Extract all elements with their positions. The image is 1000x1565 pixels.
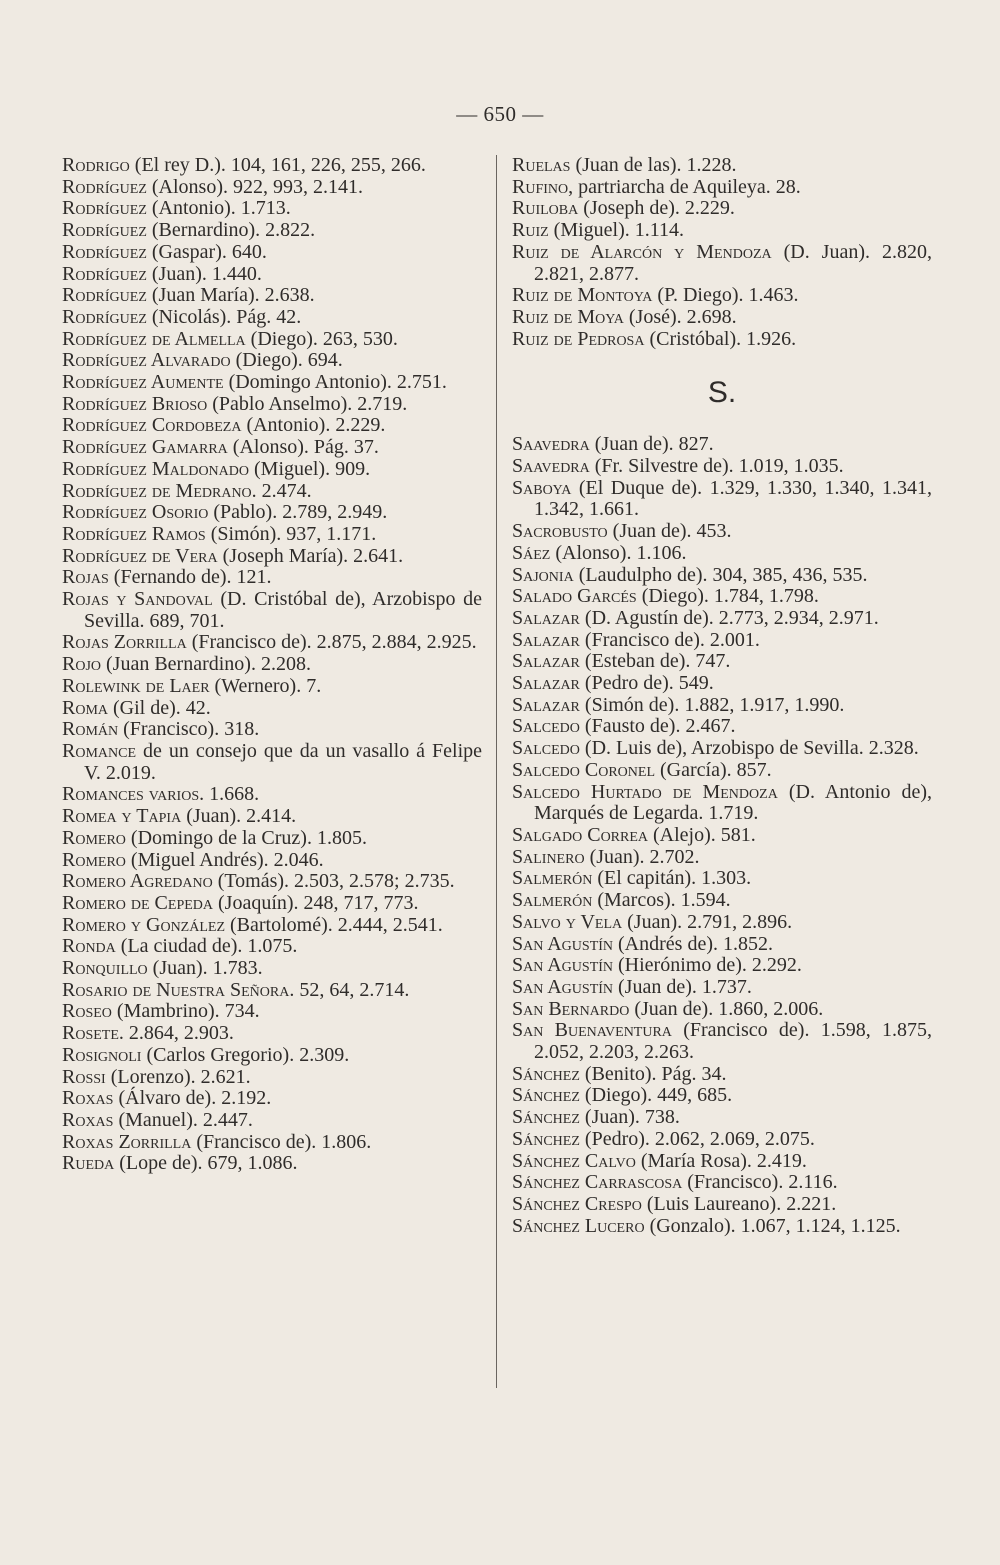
entry-text: (Francisco). 2.116.	[687, 1171, 838, 1194]
entry-name: San Buenaventura	[512, 1019, 672, 1042]
index-entry	[512, 955, 932, 977]
index-entry	[62, 1110, 482, 1132]
entry-text: (Pedro de). 549.	[584, 672, 714, 695]
entry-name: Rodrigo	[62, 154, 130, 176]
index-entry	[512, 565, 932, 587]
entry-text: (Benito). Pág. 34.	[584, 1062, 727, 1085]
entry-text: (Gonzalo). 1.067, 1.124, 1.125.	[649, 1214, 901, 1237]
entry-text: (Juan de las). 1.228.	[575, 154, 737, 176]
entry-text: (Juan). 2.702.	[589, 845, 700, 868]
index-entry	[512, 478, 932, 521]
index-entry	[62, 676, 482, 698]
entry-name: Rosete.	[62, 1022, 124, 1045]
entry-text: (Miguel). 909.	[254, 457, 371, 480]
index-group-r	[512, 155, 932, 350]
entry-name: Romero	[62, 826, 126, 849]
entry-name: Roma	[62, 696, 109, 719]
index-entry	[62, 264, 482, 286]
entry-text: (D. Antonio de), Marqués de Legarda. 1.719.	[534, 780, 933, 825]
index-entry	[512, 543, 932, 565]
entry-name: Rodríguez	[62, 240, 147, 263]
entry-name: Rodríguez Maldonado	[62, 457, 249, 480]
index-entry	[62, 459, 482, 481]
entry-text: (Diego). 1.784, 1.798.	[641, 585, 819, 608]
index-entry	[512, 868, 932, 890]
index-entry	[62, 806, 482, 828]
index-entry	[512, 220, 932, 242]
entry-name: Saboya	[512, 476, 572, 499]
index-entry	[62, 329, 482, 351]
entry-text: (Francisco de). 1.806.	[196, 1130, 372, 1153]
index-entry	[62, 632, 482, 654]
index-column-left	[62, 155, 482, 1175]
entry-text: (Juan). 1.440.	[151, 262, 262, 285]
entry-text: (Gaspar). 640.	[151, 240, 267, 263]
entry-name: Ronquillo	[62, 957, 148, 980]
entry-text: (Manuel). 2.447.	[118, 1108, 253, 1131]
entry-text: (Juan). 738.	[584, 1106, 680, 1129]
index-entry	[512, 977, 932, 999]
index-entry	[62, 1067, 482, 1089]
entry-text: (Juan María). 2.638.	[151, 284, 315, 307]
index-entry	[62, 437, 482, 459]
index-entry	[512, 242, 932, 285]
entry-text: (Alonso). Pág. 37.	[232, 436, 379, 459]
index-entry	[512, 586, 932, 608]
entry-text: (Pablo Anselmo). 2.719.	[212, 392, 408, 415]
entry-text: (Domingo Antonio). 2.751.	[228, 371, 447, 394]
entry-name: Salazar	[512, 693, 580, 716]
index-entry	[62, 394, 482, 416]
index-group-s	[512, 434, 932, 1237]
entry-text: (Diego). 449, 685.	[584, 1084, 733, 1107]
entry-name: Romea y Tapia	[62, 805, 182, 828]
entry-text: (Carlos Gregorio). 2.309.	[146, 1043, 350, 1066]
entry-name: Salmerón	[512, 867, 593, 890]
entry-name: Ruiz de Montoya	[512, 284, 653, 307]
index-entry	[512, 198, 932, 220]
entry-name: Sáez	[512, 541, 551, 564]
entry-text: (Alonso). 922, 993, 2.141.	[151, 175, 363, 198]
entry-text: (La ciudad de). 1.075.	[120, 935, 298, 958]
entry-text: (Antonio). 1.713.	[151, 197, 291, 220]
index-entry	[512, 608, 932, 630]
entry-text: (Wernero). 7.	[214, 674, 322, 697]
entry-text: (Laudulpho de). 304, 385, 436, 535.	[578, 563, 868, 586]
index-entry	[512, 999, 932, 1021]
index-entry	[62, 1045, 482, 1067]
index-entry	[512, 782, 932, 825]
entry-name: Sánchez	[512, 1106, 580, 1129]
entry-name: Rojas y Sandoval	[62, 588, 213, 611]
entry-text: (Mambrino). 734.	[116, 1000, 260, 1023]
entry-name: Sánchez Lucero	[512, 1214, 645, 1237]
index-entry	[62, 828, 482, 850]
entry-text: (Domingo de la Cruz). 1.805.	[130, 826, 367, 849]
entry-text: (Pedro). 2.062, 2.069, 2.075.	[584, 1127, 815, 1150]
entry-name: Sánchez	[512, 1062, 580, 1085]
index-entry	[512, 738, 932, 760]
entry-name: Rolewink de Laer	[62, 674, 210, 697]
entry-name: Ronda	[62, 935, 116, 958]
index-entry	[512, 1020, 932, 1063]
index-entry	[62, 936, 482, 958]
entry-text: (García). 857.	[660, 758, 772, 781]
index-entry	[62, 481, 482, 503]
entry-name: Ruiz de Moya	[512, 305, 624, 328]
entry-text: (Fr. Silvestre de). 1.019, 1.035.	[594, 455, 844, 478]
index-entry	[62, 980, 482, 1002]
index-entry	[512, 890, 932, 912]
index-entry	[62, 698, 482, 720]
entry-name: Salado Garcés	[512, 585, 637, 608]
entry-name: Rodríguez de Medrano.	[62, 479, 257, 502]
entry-name: Rodríguez de Almella	[62, 327, 246, 350]
entry-name: Rosignoli	[62, 1043, 142, 1066]
index-entry	[512, 434, 932, 456]
entry-name: Rufino,	[512, 175, 574, 198]
entry-name: Rodríguez Cordobeza	[62, 414, 242, 437]
entry-text: (Tomás). 2.503, 2.578; 2.735.	[217, 870, 455, 893]
index-entry	[512, 630, 932, 652]
entry-name: San Agustín	[512, 932, 614, 955]
index-entry	[512, 521, 932, 543]
entry-name: Rojas Zorrilla	[62, 631, 187, 654]
entry-name: Roseo	[62, 1000, 112, 1023]
index-entry	[62, 654, 482, 676]
entry-name: Roxas Zorrilla	[62, 1130, 192, 1153]
entry-text: (Juan Bernardino). 2.208.	[106, 653, 311, 676]
entry-text: (Francisco de). 1.598, 1.875, 2.052, 2.203, 2.263.	[534, 1019, 933, 1064]
entry-text: (Francisco de). 2.875, 2.884, 2.925.	[191, 631, 477, 654]
index-entry	[62, 719, 482, 741]
entry-text: (Francisco de). 2.001.	[584, 628, 760, 651]
entry-name: Sánchez Carrascosa	[512, 1171, 683, 1194]
entry-name: Rodríguez Brioso	[62, 392, 208, 415]
index-entry	[62, 155, 482, 177]
entry-name: Romero de Cepeda	[62, 891, 214, 914]
entry-text: (Juan). 1.783.	[152, 957, 263, 980]
entry-text: de un consejo que da un vasallo á Felipe V. 2.019.	[84, 739, 483, 784]
entry-text: (Hierónimo de). 2.292.	[618, 954, 802, 977]
index-entry	[512, 1129, 932, 1151]
index-entry	[512, 155, 932, 177]
index-entry	[62, 589, 482, 632]
entry-text: (Simón de). 1.882, 1.917, 1.990.	[584, 693, 845, 716]
entry-name: Rodríguez	[62, 175, 147, 198]
entry-text: (Andrés de). 1.852.	[618, 932, 773, 955]
entry-text: 52, 64, 2.714.	[299, 978, 410, 1001]
entry-name: Salinero	[512, 845, 585, 868]
entry-name: Ruiz de Alarcón y Mendoza	[512, 240, 772, 263]
index-entry	[512, 673, 932, 695]
entry-text: 1.668.	[209, 783, 260, 806]
entry-text: (Juan). 2.791, 2.896.	[627, 910, 793, 933]
entry-text: (Nicolás). Pág. 42.	[151, 305, 302, 328]
index-entry	[512, 307, 932, 329]
entry-name: Salazar	[512, 650, 580, 673]
entry-text: (Fernando de). 121.	[113, 566, 272, 589]
entry-name: Sacrobusto	[512, 520, 608, 543]
entry-text: (Joseph María). 2.641.	[222, 544, 404, 567]
index-entry	[512, 1194, 932, 1216]
entry-text: (Álvaro de). 2.192.	[118, 1087, 272, 1110]
section-letter-heading: S.	[707, 376, 737, 410]
column-divider	[496, 155, 497, 1388]
entry-name: Román	[62, 718, 119, 741]
index-entry	[62, 871, 482, 893]
index-entry	[62, 502, 482, 524]
index-entry	[512, 329, 932, 351]
index-entry	[512, 285, 932, 307]
index-entry	[62, 177, 482, 199]
index-entry	[62, 915, 482, 937]
index-entry	[62, 567, 482, 589]
entry-text: (Joaquín). 248, 717, 773.	[218, 891, 419, 914]
index-entry	[62, 1088, 482, 1110]
entry-text: (Juan de). 1.860, 2.006.	[634, 997, 824, 1020]
index-entry	[512, 716, 932, 738]
entry-text: (El Duque de). 1.329, 1.330, 1.340, 1.341, 1.342, 1.661.	[534, 476, 933, 521]
index-entry	[512, 177, 932, 199]
entry-name: Romero y González	[62, 913, 225, 936]
entry-text: (María Rosa). 2.419.	[640, 1149, 807, 1172]
index-entry	[62, 1153, 482, 1175]
index-entry	[62, 307, 482, 329]
index-entry	[62, 784, 482, 806]
entry-text: (Francisco). 318.	[123, 718, 260, 741]
entry-name: Salgado Correa	[512, 823, 649, 846]
entry-name: Salcedo Coronel	[512, 758, 656, 781]
entry-text: (D. Agustín de). 2.773, 2.934, 2.971.	[584, 606, 879, 629]
entry-name: Ruiz	[512, 219, 549, 242]
entry-name: Romero	[62, 848, 126, 871]
entry-name: Sajonia	[512, 563, 574, 586]
index-entry	[512, 1064, 932, 1086]
entry-text: (Lorenzo). 2.621.	[110, 1065, 251, 1088]
entry-name: Ruiloba	[512, 197, 579, 220]
index-entry	[62, 350, 482, 372]
entry-text: (Juan). 2.414.	[186, 805, 297, 828]
index-entry	[512, 1151, 932, 1173]
entry-name: Salmerón	[512, 889, 593, 912]
entry-text: (El capitán). 1.303.	[597, 867, 752, 890]
entry-name: Salazar	[512, 672, 580, 695]
entry-text: (D. Cristóbal de), Arzobispo de Sevilla. 689, 701.	[84, 588, 482, 632]
index-entry	[62, 893, 482, 915]
entry-text: (Miguel Andrés). 2.046.	[130, 848, 324, 871]
entry-name: Rodríguez de Vera	[62, 544, 218, 567]
index-entry	[62, 415, 482, 437]
entry-text: (Esteban de). 747.	[584, 650, 731, 673]
entry-name: Rojo	[62, 653, 102, 676]
entry-name: Rodríguez	[62, 262, 147, 285]
entry-name: Rojas	[62, 566, 109, 589]
entry-name: Rodríguez Alvarado	[62, 349, 231, 372]
index-entry	[62, 1001, 482, 1023]
entry-name: Saavedra	[512, 455, 590, 478]
index-entry	[512, 912, 932, 934]
entry-text: (Simón). 937, 1.171.	[210, 522, 377, 545]
entry-text: (Bernardino). 2.822.	[151, 219, 316, 242]
entry-text: (Juan de). 827.	[594, 433, 714, 456]
entry-text: 2.864, 2.903.	[128, 1022, 234, 1045]
index-entry	[62, 198, 482, 220]
index-entry	[512, 1085, 932, 1107]
entry-name: Salcedo	[512, 715, 580, 738]
entry-text: (P. Diego). 1.463.	[657, 284, 799, 307]
entry-name: Salazar	[512, 628, 580, 651]
entry-name: Salcedo Hurtado de Mendoza	[512, 780, 778, 803]
index-entry	[62, 1132, 482, 1154]
entry-text: (Lope de). 679, 1.086.	[119, 1152, 298, 1175]
entry-text: partriarcha de Aquileya. 28.	[578, 175, 801, 198]
entry-name: Romance	[62, 739, 137, 762]
entry-name: Ruelas	[512, 154, 571, 176]
entry-text: (Bartolomé). 2.444, 2.541.	[230, 913, 443, 936]
entry-name: Rodríguez	[62, 219, 147, 242]
entry-name: Salazar	[512, 606, 580, 629]
entry-name: Romero Agredano	[62, 870, 213, 893]
entry-name: Rossi	[62, 1065, 106, 1088]
entry-text: (D. Juan). 2.820, 2.821, 2.877.	[534, 240, 932, 285]
index-entry	[512, 651, 932, 673]
entry-text: (Fausto de). 2.467.	[584, 715, 736, 738]
index-entry	[512, 934, 932, 956]
index-entry	[62, 285, 482, 307]
index-entry	[512, 695, 932, 717]
entry-name: San Bernardo	[512, 997, 630, 1020]
page-number: — 650 —	[456, 102, 544, 126]
entry-name: Rueda	[62, 1152, 115, 1175]
index-entry	[512, 1216, 932, 1238]
entry-name: Sánchez Calvo	[512, 1149, 636, 1172]
entry-text: 2.474.	[261, 479, 312, 502]
entry-text: (Joseph de). 2.229.	[583, 197, 735, 220]
index-entry	[62, 958, 482, 980]
entry-name: Rodríguez	[62, 284, 147, 307]
entry-name: Salvo y Vela	[512, 910, 623, 933]
index-entry	[62, 524, 482, 546]
entry-name: Rodríguez	[62, 305, 147, 328]
index-entry	[62, 850, 482, 872]
entry-name: Ruiz de Pedrosa	[512, 327, 645, 350]
entry-text: (Alejo). 581.	[653, 823, 756, 846]
index-column-right	[512, 155, 932, 1237]
entry-name: Saavedra	[512, 433, 590, 456]
entry-name: Sánchez Crespo	[512, 1192, 642, 1215]
entry-text: (El rey D.). 104, 161, 226, 255, 266.	[134, 154, 426, 176]
entry-name: Rosario de Nuestra Señora.	[62, 978, 295, 1001]
entry-name: Salcedo	[512, 737, 580, 760]
index-entry	[62, 546, 482, 568]
index-entry	[512, 1172, 932, 1194]
entry-text: (Alonso). 1.106.	[555, 541, 687, 564]
entry-text: (Diego). 694.	[235, 349, 343, 372]
entry-text: (Miguel). 1.114.	[553, 219, 685, 242]
entry-name: Rodríguez Gamarra	[62, 436, 228, 459]
entry-name: Rodríguez Aumente	[62, 371, 224, 394]
entry-text: (D. Luis de), Arzobispo de Sevilla. 2.328.	[584, 737, 919, 760]
entry-name: San Agustín	[512, 954, 614, 977]
index-entry	[512, 456, 932, 478]
entry-text: (Juan de). 453.	[612, 520, 732, 543]
index-entry	[62, 741, 482, 784]
entry-name: Rodríguez Ramos	[62, 522, 206, 545]
entry-text: (Gil de). 42.	[113, 696, 211, 719]
entry-name: Rodríguez	[62, 197, 147, 220]
index-entry	[62, 1023, 482, 1045]
entry-name: Sánchez	[512, 1127, 580, 1150]
entry-text: (Diego). 263, 530.	[250, 327, 398, 350]
index-entry	[512, 825, 932, 847]
index-entry	[512, 1107, 932, 1129]
entry-text: (Pablo). 2.789, 2.949.	[213, 501, 388, 524]
entry-text: (Antonio). 2.229.	[246, 414, 386, 437]
entry-name: Rodríguez Osorio	[62, 501, 209, 524]
entry-text: (Cristóbal). 1.926.	[649, 327, 797, 350]
entry-name: San Agustín	[512, 975, 614, 998]
index-entry	[512, 847, 932, 869]
entry-text: (Luis Laureano). 2.221.	[646, 1192, 837, 1215]
entry-name: Romances varios.	[62, 783, 205, 806]
index-entry	[62, 220, 482, 242]
index-entry	[512, 760, 932, 782]
entry-name: Roxas	[62, 1108, 114, 1131]
entry-name: Roxas	[62, 1087, 114, 1110]
entry-text: (Marcos). 1.594.	[597, 889, 731, 912]
entry-text: (Juan de). 1.737.	[618, 975, 752, 998]
entry-name: Sánchez	[512, 1084, 580, 1107]
entry-text: (José). 2.698.	[628, 305, 737, 328]
index-entry	[62, 242, 482, 264]
index-entry	[62, 372, 482, 394]
